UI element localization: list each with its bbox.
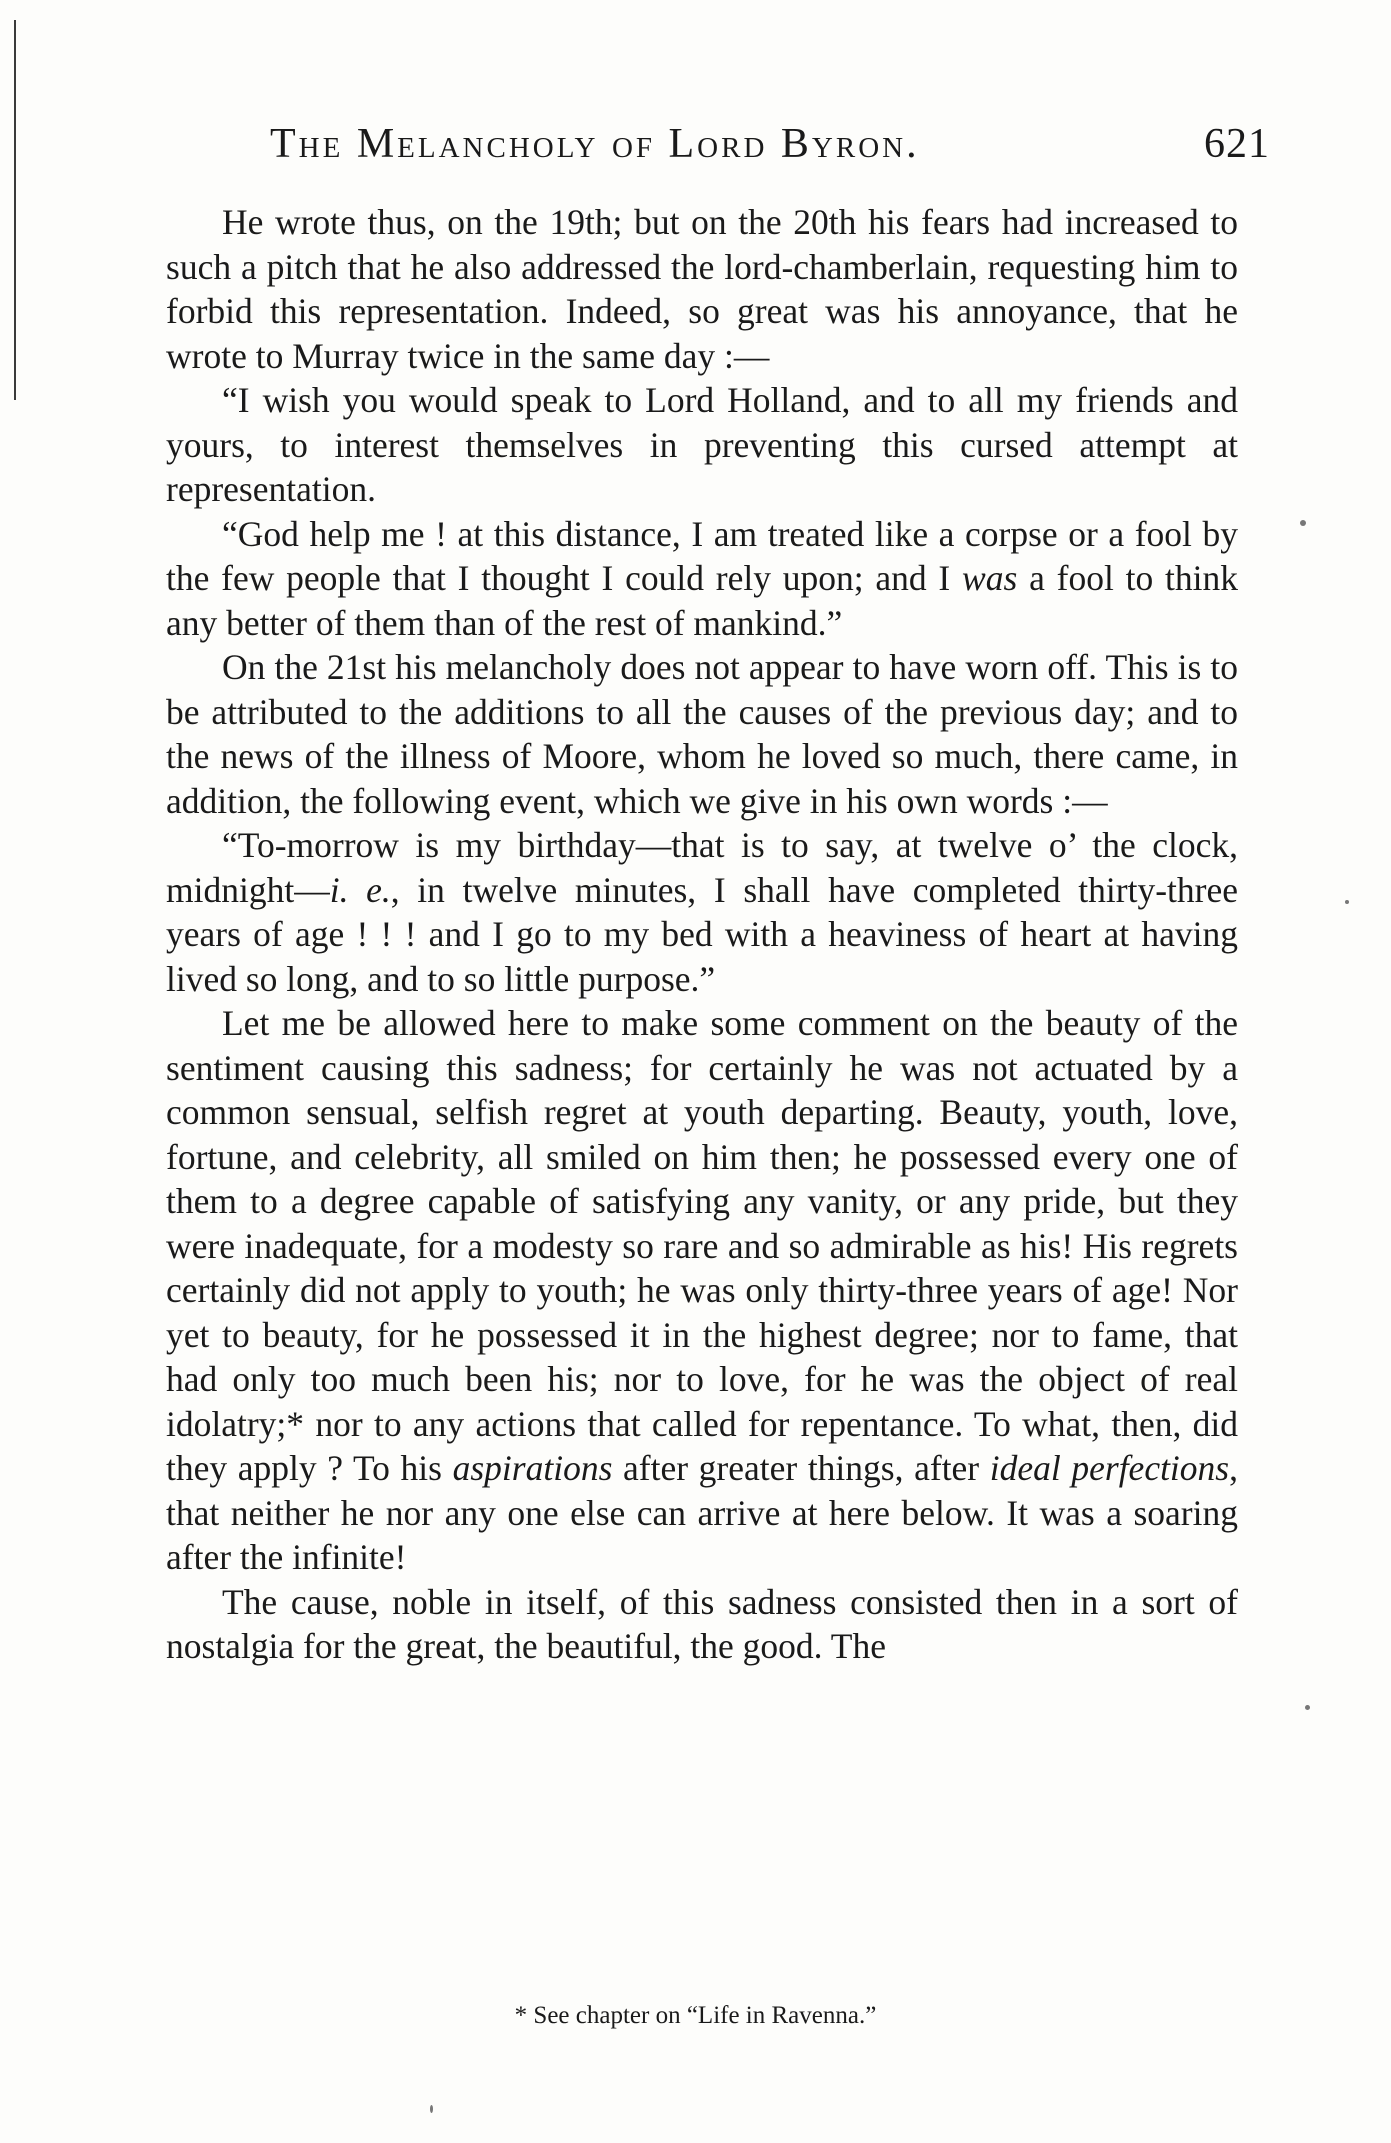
scan-speck bbox=[1305, 1705, 1310, 1710]
scan-speck bbox=[1300, 520, 1306, 526]
paragraph bbox=[166, 200, 1238, 378]
scan-speck bbox=[430, 2105, 433, 2113]
paragraph bbox=[166, 1580, 1238, 1669]
running-head bbox=[270, 120, 1270, 180]
body-text bbox=[166, 200, 1238, 1669]
paragraph-text: a fool to think any better of them than of the rest of mankind.” bbox=[166, 558, 1238, 643]
paragraph-text: “To-morrow is my birthday—that is to say, at twelve o’ the clock, midnight— bbox=[166, 825, 1238, 910]
paragraph-text: , in twelve minutes, I shall have completed thirty-three years of age ! ! ! and I go to my bed with a heaviness of heart at having lived so long, and to so little purpose.” bbox=[166, 869, 1238, 999]
paragraph-text: “God help me ! at this distance, I am treated like a corpse or a fool by the few people that I thought I could rely upon; and I bbox=[166, 513, 1238, 598]
paragraph-text: Let me be allowed here to make some comment on the beauty of the sentiment causing this sadness; for certainly he was not actuated by a common sensual, selfish regret at youth departing. Beauty, youth, love, fortune, and celebrity, all smiled on him then; he possessed every one of them to a degree capable of satisfying any vanity, or any pride, but they were inadequate, for a modesty so rare and so admirable as his! His regrets certainly did not apply to youth; he was only thirty-three years of age! Nor yet to beauty, for he possessed it in the highest degree; nor to fame, that had only too much been his; nor to love, for he was the object of real idolatry;* nor to any actions that called for repentance. To what, then, did they apply ? To his bbox=[166, 1003, 1238, 1488]
paragraph-text: after greater things, after bbox=[612, 1448, 990, 1488]
paragraph-text: On the 21st his melancholy does not appear to have worn off. This is to be attributed to the additions to all the causes of the previous day; and to the news of the illness of Moore, whom he loved so much, there came, in addition, the following event, which we give in his own words :— bbox=[166, 647, 1238, 821]
paragraph bbox=[166, 645, 1238, 823]
italic-text: i. e. bbox=[329, 869, 391, 910]
running-head-title: The Melancholy of Lord Byron. bbox=[270, 121, 920, 167]
footnote: * See chapter on “Life in Ravenna.” bbox=[514, 2002, 877, 2029]
paragraph bbox=[166, 823, 1238, 1001]
italic-text: was bbox=[962, 558, 1018, 598]
italic-text: ideal perfections bbox=[989, 1448, 1230, 1488]
paragraph-text: He wrote thus, on the 19th; but on the 20th his fears had increased to such a pitch that he also addressed the lord-chamberlain, requesting him to forbid this representation. Indeed, so great was his annoyance, that he wrote to Murray twice in the same day :— bbox=[166, 202, 1238, 376]
paragraph-text: “I wish you would speak to Lord Holland, and to all my friends and yours, to interest themselves in preventing this cursed attempt at representation. bbox=[166, 380, 1238, 509]
scan-binding-edge bbox=[14, 20, 16, 400]
paragraph bbox=[166, 1001, 1238, 1580]
page-number: 621 bbox=[1204, 121, 1270, 167]
italic-text: aspirations bbox=[452, 1448, 613, 1488]
paragraph bbox=[166, 378, 1238, 512]
paragraph-text: The cause, noble in itself, of this sadness consisted then in a sort of nostalgia for the great, the beautiful, the good. The bbox=[166, 1581, 1238, 1666]
scan-speck bbox=[1345, 900, 1349, 904]
paragraph bbox=[166, 512, 1238, 646]
paragraph-text: , that neither he nor any one else can arrive at here below. It was a soaring after the infinite! bbox=[166, 1448, 1238, 1577]
